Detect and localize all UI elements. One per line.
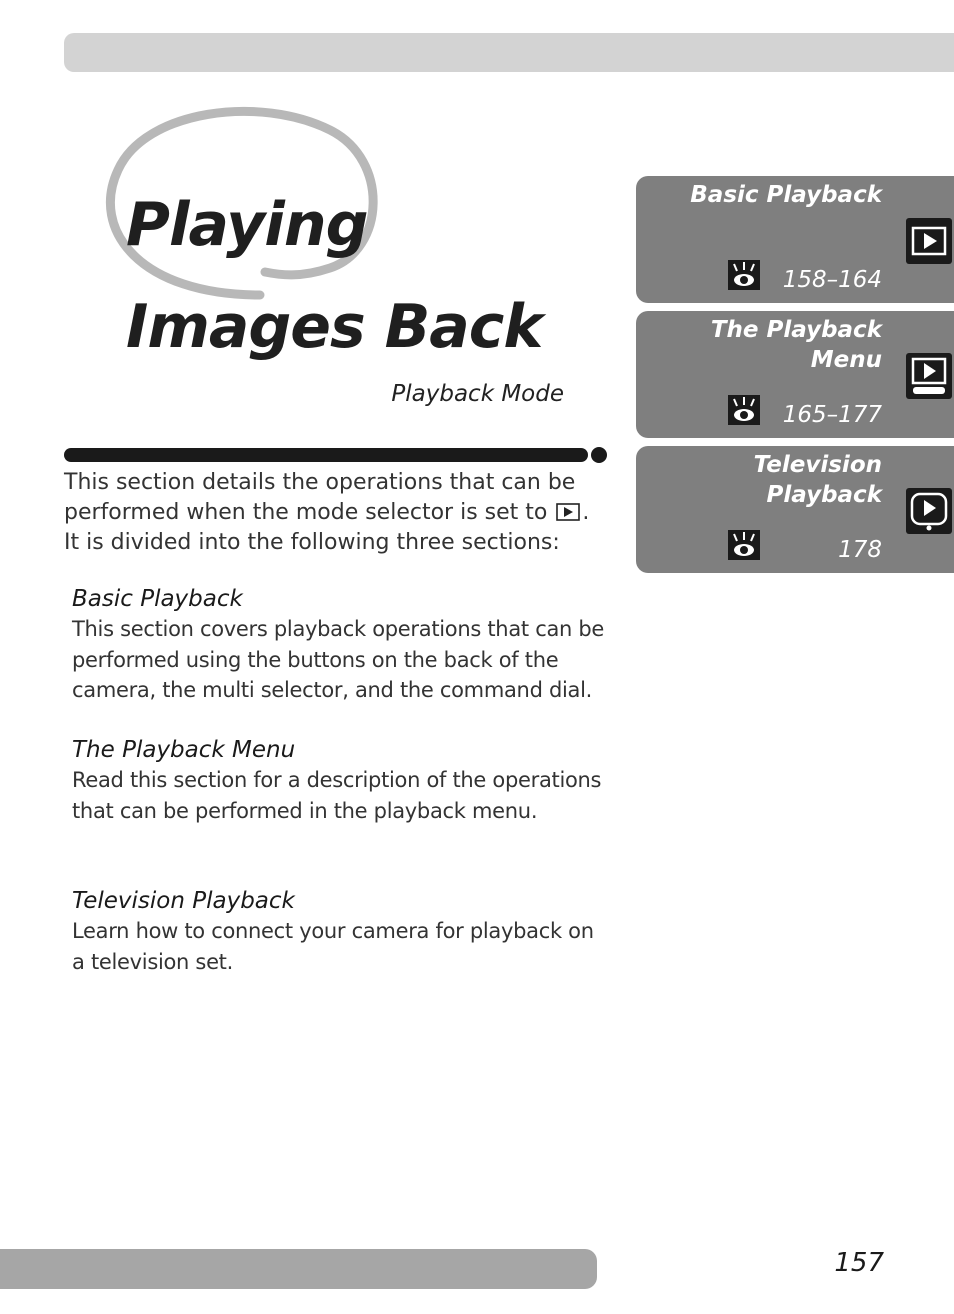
- section-heading: The Playback Menu: [72, 737, 296, 763]
- playback-icon: [906, 218, 952, 264]
- tab-playback-menu[interactable]: [636, 311, 954, 438]
- section-rule: [64, 446, 608, 464]
- section-heading: Basic Playback: [72, 586, 243, 612]
- section-basic-playback: [72, 584, 612, 706]
- eye-reference-icon: [728, 395, 760, 425]
- tab-page-range: 178: [838, 537, 882, 563]
- playback-menu-icon: [906, 353, 952, 399]
- tab-page-range: 165–177: [782, 402, 882, 428]
- page-subtitle: Playback Mode: [391, 381, 564, 407]
- section-heading: Television Playback: [72, 888, 295, 914]
- section-playback-menu: [72, 735, 612, 826]
- section-description: This section covers playback operations that can be performed using the buttons on the back of the camera, the multi selector, and the command dial.: [72, 617, 605, 702]
- tab-basic-playback[interactable]: [636, 176, 954, 303]
- section-television-playback: [72, 886, 612, 977]
- tab-page-range: 158–164: [782, 267, 882, 293]
- intro-text-part-1: This section details the operations that can be performed when the mode selector is set to: [64, 470, 576, 525]
- page-title-line-2: Images Back: [126, 292, 543, 362]
- eye-reference-icon: [728, 260, 760, 290]
- intro-text-part-2: . It is divided into the following three sections:: [64, 500, 590, 555]
- page-number: 157: [834, 1248, 884, 1278]
- intro-paragraph: [64, 468, 594, 558]
- tab-title: Basic Playback: [690, 182, 882, 208]
- section-description: Read this section for a description of the operations that can be performed in the playback menu.: [72, 768, 602, 823]
- header-bar: [64, 33, 954, 72]
- tab-title: Television Playback: [753, 452, 882, 508]
- tab-title: The Playback Menu: [710, 317, 882, 373]
- playback-mode-icon: [556, 503, 580, 521]
- television-icon: [906, 488, 952, 534]
- footer-bar: [0, 1249, 597, 1289]
- tab-television-playback[interactable]: [636, 446, 954, 573]
- section-description: Learn how to connect your camera for playback on a television set.: [72, 919, 594, 974]
- page-title-line-1: Playing: [126, 190, 368, 260]
- eye-reference-icon: [728, 530, 760, 560]
